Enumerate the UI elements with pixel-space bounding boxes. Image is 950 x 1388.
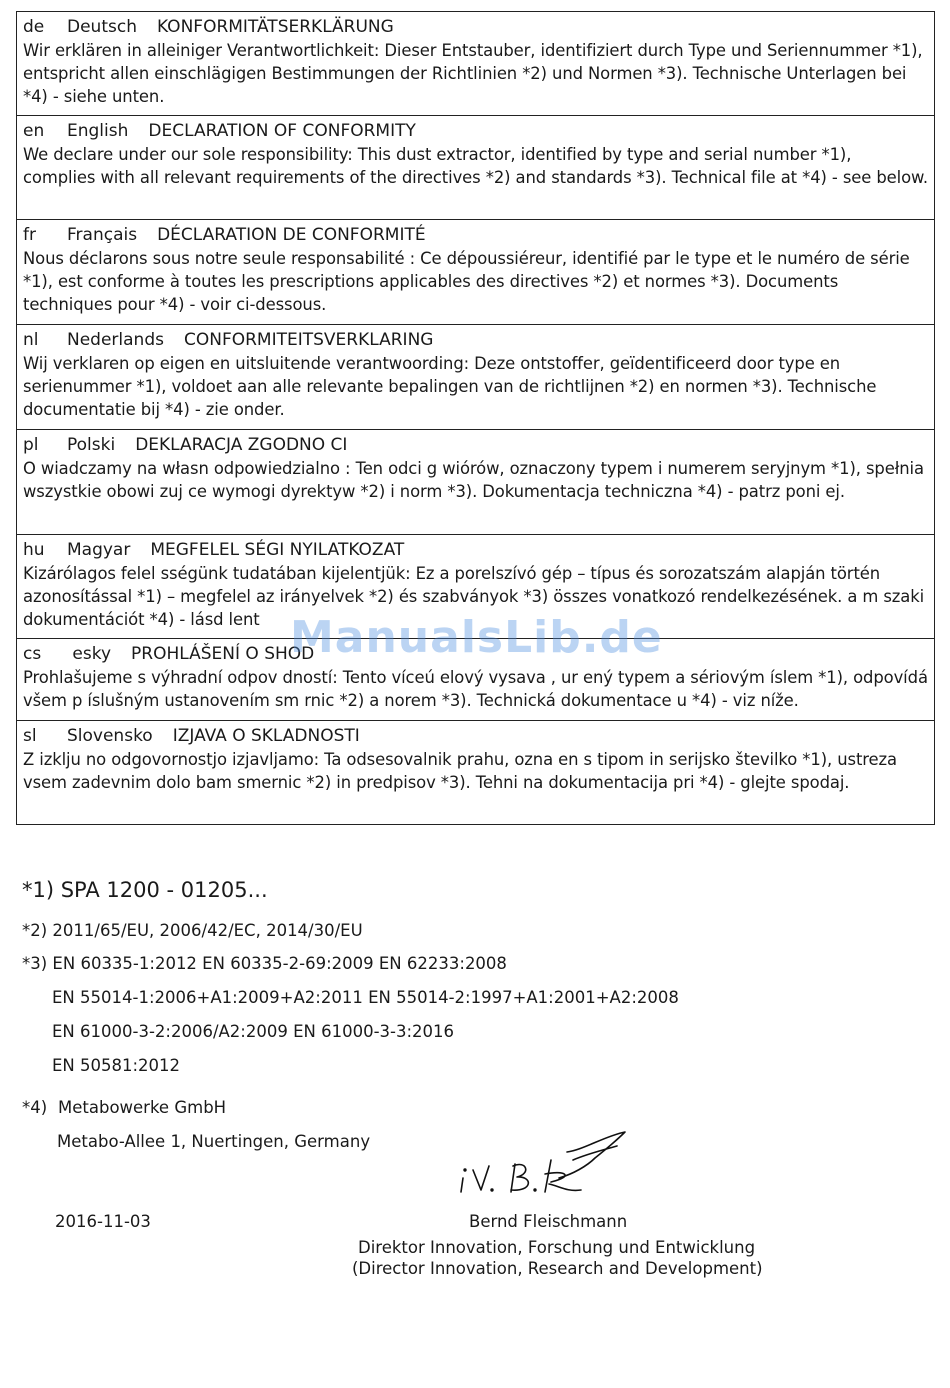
declaration-title: CONFORMITEITSVERKLARING <box>183 330 434 350</box>
language-name: Nederlands <box>67 330 164 350</box>
declaration-title: KONFORMITÄTSERKLÄRUNG <box>156 17 394 37</box>
signature-image <box>455 1130 635 1200</box>
standards-line-1: *3) EN 60335-1:2012 EN 60335-2-69:2009 EN 62233:2008 <box>22 954 507 973</box>
declaration-en <box>17 116 934 220</box>
language-code: hu <box>23 540 45 560</box>
declaration-text: Z izklju no odgovornostjo izjavljamo: Ta odsesovalnik prahu, ozna en s tipom in serijsko številko *1), ustreza vsem zadevnim dolo bam smernic *2) in predpisov *3). Tehni na dokumentacija pri *4) - glejte spodaj. <box>23 750 897 792</box>
company-address: Metabo-Allee 1, Nuertingen, Germany <box>57 1132 371 1151</box>
language-name: Deutsch <box>67 17 137 37</box>
language-name: Magyar <box>67 540 131 560</box>
directives-reference: *2) 2011/65/EU, 2006/42/EC, 2014/30/EU <box>22 921 363 940</box>
declaration-pl <box>17 430 934 535</box>
signatory-name: Bernd Fleischmann <box>469 1212 628 1231</box>
signatory-title-de: Direktor Innovation, Forschung und Entwicklung <box>358 1238 756 1257</box>
declaration-title: IZJAVA O SKLADNOSTI <box>172 726 360 746</box>
language-code: en <box>23 121 45 141</box>
declaration-header <box>23 328 928 352</box>
language-code: pl <box>23 435 39 455</box>
declaration-header <box>23 538 928 562</box>
declaration-text: We declare under our sole responsibility: This dust extractor, identified by type and serial number *1), complies with all relevant requirements of the directives *2) and standards *3). Technical file at *4) - see below. <box>23 145 928 187</box>
language-name: Slovensko <box>67 726 153 746</box>
declaration-title: DECLARATION OF CONFORMITY <box>148 121 416 141</box>
signatory-title-en: (Director Innovation, Research and Development) <box>352 1259 763 1278</box>
language-name: esky <box>67 644 112 664</box>
declaration-header <box>23 223 928 247</box>
standards-line-3: EN 61000-3-2:2006/A2:2009 EN 61000-3-3:2016 <box>52 1022 455 1041</box>
declaration-title: DÉCLARATION DE CONFORMITÉ <box>157 225 426 245</box>
declaration-sl <box>17 721 934 824</box>
company-name: Metabowerke GmbH <box>58 1098 227 1117</box>
declaration-nl <box>17 325 934 430</box>
declaration-text: Wij verklaren op eigen en uitsluitende verantwoording: Deze ontstoffer, geïdentificeerd door type en serienummer *1), voldoet aan alle relevante bepalingen van de richtlijnen *2) en normen *3). Technische documentatie bij *4) - zie onder. <box>23 354 877 419</box>
watermark: ManualsLib.de <box>290 612 663 663</box>
declaration-title: PROHLÁŠENÍ O SHOD <box>131 644 315 664</box>
language-code: sl <box>23 726 37 746</box>
language-code: de <box>23 17 45 37</box>
declaration-de <box>17 12 934 116</box>
technical-file-label: *4) <box>22 1098 48 1117</box>
declaration-text: Nous déclarons sous notre seule responsabilité : Ce dépoussiéreur, identifié par le type et le numéro de série *1), est conforme à toutes les prescriptions applicables des directives *2) et normes *3). Documents techniques pour *4) - voir ci-dessous. <box>23 249 910 314</box>
declaration-header <box>23 15 928 39</box>
declaration-header <box>23 433 928 457</box>
declaration-text: Wir erklären in alleiniger Verantwortlichkeit: Dieser Entstauber, identifiziert durch Type und Seriennummer *1), entspricht allen einschlägigen Bestimmungen der Richtlinien *2) und Normen *3). Technische Unterlagen bei *4) - siehe unten. <box>23 41 923 106</box>
language-code: cs <box>23 644 42 664</box>
declaration-title: DEKLARACJA ZGODNO CI <box>135 435 348 455</box>
declaration-fr <box>17 220 934 325</box>
language-name: Polski <box>67 435 116 455</box>
declaration-header <box>23 724 928 748</box>
signing-date: 2016-11-03 <box>55 1212 151 1231</box>
declaration-text: O wiadczamy na własn odpowiedzialno : Ten odci g wiórów, oznaczony typem i numerem seryjnym *1), spełnia wszystkie obowi zuj ce wymogi dyrektyw *2) i norm *3). Dokumentacja techniczna *4) - patrz poni ej. <box>23 459 924 501</box>
declaration-text: Prohlašujeme s výhradní odpov dností: Tento víceú elový vysava , ur ený typem a sériovým íslem *1), odpovídá všem p íslušným ustanovením sm rnic *2) a norem *3). Technická dokumentace u *4) - viz níže. <box>23 668 928 710</box>
language-name: Français <box>67 225 138 245</box>
language-name: English <box>67 121 129 141</box>
declaration-text: Kizárólagos felel sségünk tudatában kijelentjük: Ez a porelszívó gép – típus és sorozatszám alapján történ azonosítással *1) – megfelel az irányelvek *2) és szabványok *3) összes vonatkozó rendelkezésének. a m szaki dokumentációt *4) - lásd lent <box>23 564 925 629</box>
language-code: fr <box>23 225 36 245</box>
standards-line-2: EN 55014-1:2006+A1:2009+A2:2011 EN 55014-2:1997+A1:2001+A2:2008 <box>52 988 679 1007</box>
declaration-table <box>16 11 935 825</box>
product-reference: *1) SPA 1200 - 01205... <box>22 878 268 902</box>
language-code: nl <box>23 330 39 350</box>
declaration-title: MEGFELEL SÉGI NYILATKOZAT <box>150 540 405 560</box>
declaration-header <box>23 119 928 143</box>
standards-line-4: EN 50581:2012 <box>52 1056 181 1075</box>
